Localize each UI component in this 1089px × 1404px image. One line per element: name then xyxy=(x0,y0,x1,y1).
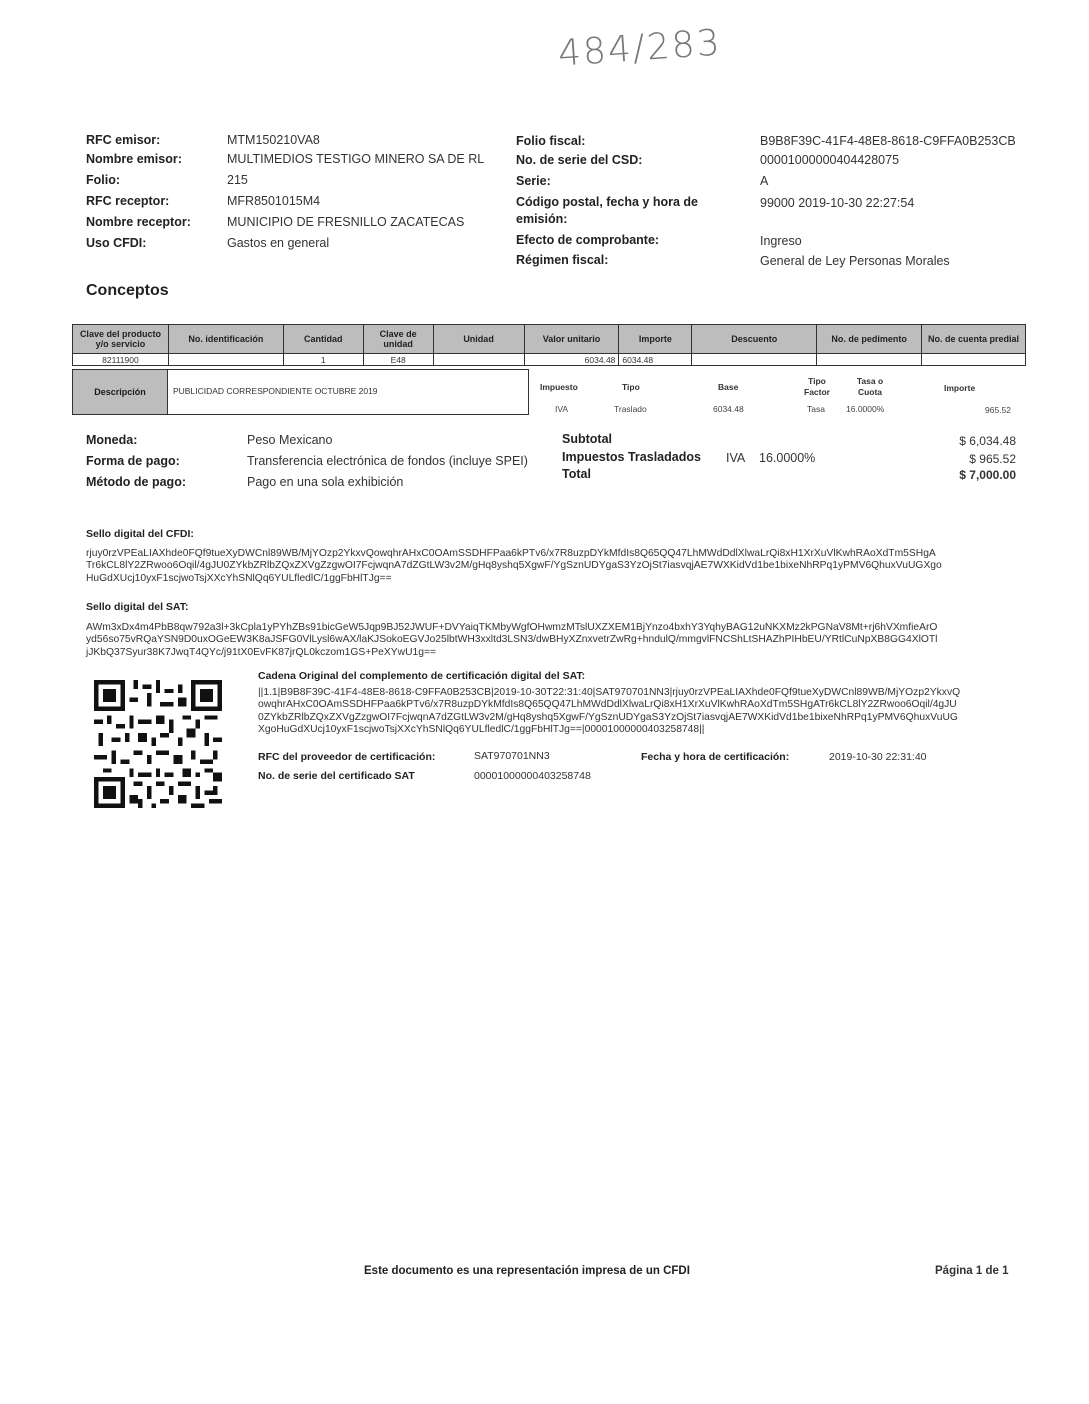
cell-cantidad: 1 xyxy=(283,354,363,366)
cadena-text xyxy=(258,687,1033,737)
col-cantidad: Cantidad xyxy=(283,325,363,354)
sello-cfdi-line: Tr6kCL8lY2ZRwoo6Oqil/4gJU0ZYkbZRlbZQxZXVgZzgwOI7FcjwqnA7dZGtLW3v2M/gHq8yshq5XgwF/YgSznUDYgaS3YzOjSt7iasvqjAE7WXKidVd1be1bixeNhRPq1yPMV6QhuxVuUGXgo xyxy=(86,560,942,572)
nombre-receptor-label: Nombre receptor: xyxy=(86,215,191,229)
tax-header-tipo-factor: Tipo Factor xyxy=(804,376,830,397)
rfc-receptor-label: RFC receptor: xyxy=(86,194,170,208)
rfc-emisor-value: MTM150210VA8 xyxy=(227,133,320,147)
sello-cfdi-line: rjuy0rzVPEaLIAXhde0FQf9tueXyDWCnl89WB/MjYOzp2YkxvQowqhrAHxC0OAmSSDHFPaa6kPTv6/x7R8uzpDYkMfdIs8Q65QQ47LhMWdDdlXlwaLrQi8xH1XrXuVlKwhRAoXdTm5SHgA xyxy=(86,548,936,559)
tax-importe: 965.52 xyxy=(985,405,1011,415)
efecto-label: Efecto de comprobante: xyxy=(516,233,660,247)
metodo-pago-value: Pago en una sola exhibición xyxy=(247,475,404,489)
tax-header-base: Base xyxy=(718,382,739,392)
nombre-receptor-value: MUNICIPIO DE FRESNILLO ZACATECAS xyxy=(227,215,465,229)
cell-unidad xyxy=(433,354,524,366)
uso-cfdi-label: Uso CFDI: xyxy=(86,236,147,250)
tax-base: 6034.48 xyxy=(713,404,744,414)
cert-date-value: 2019-10-30 22:31:40 xyxy=(829,751,927,763)
cell-clave-producto: 82111900 xyxy=(73,354,169,366)
cert-rfc-label: RFC del proveedor de certificación: xyxy=(258,751,436,763)
concepts-table xyxy=(72,324,1026,366)
folio-fiscal-value: B9B8F39C-41F4-48E8-8618-C9FFA0B253CB xyxy=(760,134,1016,148)
cell-importe: 6034.48 xyxy=(619,354,692,366)
col-clave-unidad: Clave de unidad xyxy=(363,325,433,354)
cadena-line: ||1.1|B9B8F39C-41F4-48E8-8618-C9FFA0B253CB|2019-10-30T22:31:40|SAT970701NN3|rjuy0rzVPEaLIAXhde0FQf9tueXyDWCnl89WB/MjYOzp2YkxvQ xyxy=(258,687,961,698)
cp-fecha-value: 99000 2019-10-30 22:27:54 xyxy=(760,196,915,210)
description-box xyxy=(72,369,529,415)
description-value: PUBLICIDAD CORRESPONDIENTE OCTUBRE 2019 xyxy=(173,386,378,396)
regimen-value: General de Ley Personas Morales xyxy=(760,254,950,268)
regimen-label: Régimen fiscal: xyxy=(516,253,609,267)
forma-pago-value: Transferencia electrónica de fondos (incluye SPEI) xyxy=(247,454,528,468)
cell-valor-unitario: 6034.48 xyxy=(524,354,619,366)
folio-value: 215 xyxy=(227,173,248,187)
sello-cfdi-title: Sello digital del CFDI: xyxy=(86,528,194,540)
sello-cfdi-line: HuGdXUcj10yxF1scjwoTsjXXcYhSNlQq6YULfledlC/1ggFbHlTJg== xyxy=(86,572,392,584)
subtotal-label: Subtotal xyxy=(562,432,612,446)
cp-fecha-label-2: emisión: xyxy=(516,212,568,226)
cert-date-label: Fecha y hora de certificación: xyxy=(641,751,790,763)
table-row xyxy=(73,354,1026,366)
rfc-receptor-value: MFR8501015M4 xyxy=(227,194,321,208)
moneda-label: Moneda: xyxy=(86,433,138,447)
col-importe: Importe xyxy=(619,325,692,354)
cadena-line: owqhrAHxC0OAmSSDHFPaa6kPTv6/x7R8uzpDYkMfdIs8Q65QQ47LhMWdDdlXlwaLrQi8xH1XrXuVlKwhRAoXdTm5SHgATr6kCL8lY2ZRwoo6Oqil/4gJU xyxy=(258,699,957,711)
col-unidad: Unidad xyxy=(433,325,524,354)
tax-header-tasa-cuota: Tasa o Cuota xyxy=(856,376,884,397)
cert-rfc-value: SAT970701NN3 xyxy=(474,750,550,762)
col-descuento: Descuento xyxy=(692,325,817,354)
metodo-pago-label: Método de pago: xyxy=(86,475,186,489)
sello-sat-title: Sello digital del SAT: xyxy=(86,601,189,613)
tax-impuesto: IVA xyxy=(555,404,569,414)
nombre-emisor-value: MULTIMEDIOS TESTIGO MINERO SA DE RL xyxy=(227,152,485,166)
taxes-type: IVA xyxy=(726,451,746,465)
sello-sat-text xyxy=(86,622,1031,659)
cell-descuento xyxy=(692,354,817,366)
col-no-identificacion: No. identificación xyxy=(168,325,283,354)
total-value: $ 7,000.00 xyxy=(959,468,1016,482)
tax-header-importe: Importe xyxy=(944,383,976,393)
cadena-title: Cadena Original del complemento de certificación digital del SAT: xyxy=(258,670,586,682)
rfc-emisor-label: RFC emisor: xyxy=(86,133,161,147)
folio-fiscal-label: Folio fiscal: xyxy=(516,134,586,148)
col-valor-unitario: Valor unitario xyxy=(524,325,619,354)
cadena-line: 0ZYkbZRlbZQxZXVgZzgwOI7FcjwqnA7dZGtLW3v2M/gHq8yshq5XgwF/YgSznUDYgaS3YzOjSt7iasvqjAE7WXKidVd1be1bixeNhRPq1yPMV6QhuxVuUG xyxy=(258,711,958,723)
col-clave-producto: Clave del producto y/o servicio xyxy=(73,325,169,354)
sello-sat-line: AWm3xDx4m4PbB8qw792a3l+3kCpla1yPYhZBs91bicGeW5Jqp9BJ52JWUF+DVYaiqTKMbyWgfOHwmzMTslUXZXEM1BjYnzo4bxhY3YqhyBAG12uNKXMz2kPGNaV8Mt+rj6hVXmfieArO xyxy=(86,622,938,633)
moneda-value: Peso Mexicano xyxy=(247,433,333,447)
taxes-label: Impuestos Trasladados xyxy=(562,450,701,464)
sello-sat-line: jJKbQ37Syur38K7JwqT4QYc/j91tX0EvFK87jrQL0kczom1GS+PeXYwU1g== xyxy=(86,646,436,658)
folio-label: Folio: xyxy=(86,173,121,187)
cell-no-identificacion xyxy=(168,354,283,366)
sello-cfdi-text xyxy=(86,548,1031,585)
serie-csd-label: No. de serie del CSD: xyxy=(516,153,643,167)
uso-cfdi-value: Gastos en general xyxy=(227,236,330,250)
cell-no-pedimento xyxy=(817,354,922,366)
cell-clave-unidad: E48 xyxy=(363,354,433,366)
serie-label: Serie: xyxy=(516,174,551,188)
concepts-title: Conceptos xyxy=(86,282,169,299)
serie-csd-value: 00001000000404428075 xyxy=(760,153,900,167)
serie-value: A xyxy=(760,174,769,188)
sello-sat-line: yd56so75vRQaYSN9D0uxOGeEW3K8aJSFG0VlLysl6wAX/laKJSokoEGVJo25lbtWH3xxltd3LSN3/dwBHyXZnxvetrZwRg+hndulQ/mmgvlFNCShLtSHAZhPIHbEU/YRtlCuNpXB8GG4XlOTl xyxy=(86,634,938,646)
tax-header-tipo: Tipo xyxy=(622,382,640,392)
col-cuenta-predial: No. de cuenta predial xyxy=(922,325,1026,354)
tax-tipo-factor: Tasa xyxy=(807,404,825,414)
nombre-emisor-label: Nombre emisor: xyxy=(86,152,182,166)
qr-code-icon xyxy=(93,680,223,808)
cert-serial-label: No. de serie del certificado SAT xyxy=(258,770,415,782)
page-indicator: Página 1 de 1 xyxy=(935,1265,1009,1277)
concepts-header-row xyxy=(73,325,1026,354)
tax-header-impuesto: Impuesto xyxy=(540,382,578,392)
cp-fecha-label: Código postal, fecha y hora de xyxy=(516,195,698,209)
cadena-line: XgoHuGdXUcj10yxF1scjwoTsjXXcYhSNlQq6YULfledlC/1ggFbHlTJg==|00001000000403258748|| xyxy=(258,724,705,736)
cert-serial-value: 00001000000403258748 xyxy=(474,770,591,782)
col-no-pedimento: No. de pedimento xyxy=(817,325,922,354)
description-label: Descripción xyxy=(73,370,168,414)
subtotal-value: $ 6,034.48 xyxy=(959,434,1016,448)
tax-tasa: 16.0000% xyxy=(846,404,885,414)
cell-cuenta-predial xyxy=(922,354,1026,366)
taxes-rate: 16.0000% xyxy=(759,451,816,465)
taxes-value: $ 965.52 xyxy=(969,452,1016,466)
forma-pago-label: Forma de pago: xyxy=(86,454,180,468)
tax-tipo: Traslado xyxy=(614,404,647,414)
total-label: Total xyxy=(562,467,591,481)
handwritten-note: 484/283 xyxy=(556,22,723,75)
footer-note: Este documento es una representación impresa de un CFDI xyxy=(364,1265,690,1277)
efecto-value: Ingreso xyxy=(760,234,802,248)
